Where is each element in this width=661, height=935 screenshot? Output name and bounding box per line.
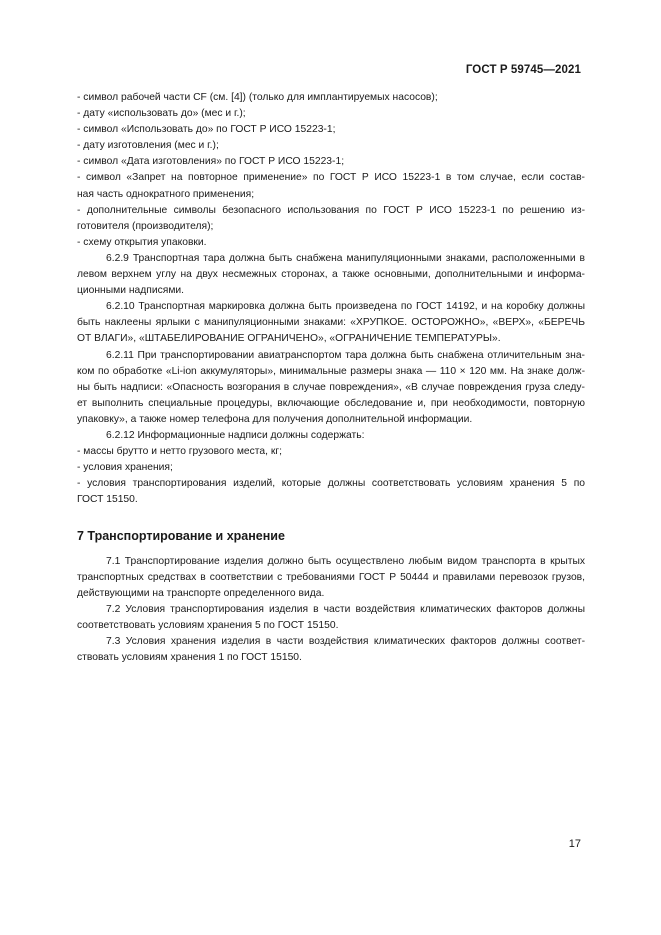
list-item: - условия хранения; bbox=[77, 462, 173, 474]
paragraph-line: быть наклеены ярлыки с манипуляционными знаками: «ХРУПКОЕ. ОСТОРОЖНО», «ВЕРХ», «БЕРЕЧЬ bbox=[77, 317, 585, 329]
paragraph-line: ствовать условиям хранения 1 по ГОСТ 15150. bbox=[77, 652, 302, 664]
paragraph-line: транспортных средствах в соответствии с требованиями ГОСТ Р 50444 и правилами перевозок грузов, bbox=[77, 571, 585, 583]
paragraph-line: соответствовать условиям хранения 5 по ГОСТ 15150. bbox=[77, 619, 339, 631]
paragraph-6-2-12 bbox=[77, 428, 585, 444]
marking-symbol-list bbox=[77, 90, 585, 251]
paragraph-line: 6.2.11 При транспортировании авиатранспортом тара должна быть снабжена отличительным зна- bbox=[106, 349, 585, 361]
list-item: - дату изготовления (мес и г.); bbox=[77, 140, 219, 152]
paragraph-line: ционными надписями. bbox=[77, 285, 185, 297]
paragraph-line: ОТ ВЛАГИ», «ШТАБЕЛИРОВАНИЕ ОГРАНИЧЕНО», «ОГРАНИЧЕНИЕ ТЕМПЕРАТУРЫ». bbox=[77, 333, 501, 345]
paragraph-line: упаковку», а также номер телефона для получения дополнительной информации. bbox=[77, 413, 473, 425]
list-item: - символ рабочей части CF (см. [4]) (только для имплантируемых насосов); bbox=[77, 92, 438, 103]
list-item-continuation: ГОСТ 15150. bbox=[77, 494, 138, 506]
information-inscriptions-list bbox=[77, 444, 585, 508]
document-id-header: ГОСТ Р 59745—2021 bbox=[465, 64, 581, 76]
list-item-continuation: готовителя (производителя); bbox=[77, 220, 214, 232]
paragraph-6-2-10 bbox=[77, 299, 585, 347]
paragraph-7-3 bbox=[77, 634, 585, 666]
paragraph-6-2-9 bbox=[77, 251, 585, 299]
paragraph-line: 6.2.10 Транспортная маркировка должна быть произведена по ГОСТ 14192, и на коробку должны bbox=[106, 301, 585, 313]
list-item: - символ «Дата изготовления» по ГОСТ Р ИСО 15223-1; bbox=[77, 156, 345, 168]
paragraph-line: левом верхнем углу на двух несмежных сторонах, а также основными, дополнительными и информа- bbox=[77, 269, 585, 281]
page-number: 17 bbox=[568, 838, 581, 850]
list-item: - дату «использовать до» (мес и г.); bbox=[77, 108, 246, 120]
paragraph-line: ет выполнить специальные процедуры, включающие обследование и, при необходимости, повторную bbox=[77, 397, 585, 409]
paragraph-line: действующими на транспорте определенного вида. bbox=[77, 587, 325, 599]
list-item: - символ «Использовать до» по ГОСТ Р ИСО 15223-1; bbox=[77, 124, 336, 136]
paragraph-line: 7.3 Условия хранения изделия в части воздействия климатических факторов должны соответ- bbox=[106, 636, 585, 647]
paragraph-line: ком по обработке «Li-ion аккумуляторы», минимальные размеры знака — 110 × 120 мм. На знаке долж- bbox=[77, 365, 585, 377]
list-item-line: - символ «Запрет на повторное применение» по ГОСТ Р ИСО 15223-1 в том случае, если состав- bbox=[77, 172, 585, 184]
paragraph-7-2 bbox=[77, 602, 585, 634]
list-item-line: - условия транспортирования изделий, которые должны соответствовать условиям хранения 5 по bbox=[77, 478, 585, 490]
paragraph-line: 6.2.12 Информационные надписи должны содержать: bbox=[106, 429, 365, 441]
paragraph-line: 7.2 Условия транспортирования изделия в части воздействия климатических факторов должны bbox=[106, 603, 585, 615]
paragraph-6-2-11 bbox=[77, 348, 585, 428]
paragraph-line: 6.2.9 Транспортная тара должна быть снабжена манипуляционными знаками, расположенными в bbox=[106, 252, 585, 264]
paragraph-line: 7.1 Транспортирование изделия должно быть осуществлено любым видом транспорта в крытых bbox=[106, 555, 585, 567]
section-7-heading: 7 Транспортирование и хранение bbox=[77, 529, 285, 544]
paragraph-7-1 bbox=[77, 554, 585, 602]
list-item: - схему открытия упаковки. bbox=[77, 236, 207, 248]
list-item-continuation: ная часть однократного применения; bbox=[77, 188, 255, 200]
list-item-line: - дополнительные символы безопасного использования по ГОСТ Р ИСО 15223-1 по решению из- bbox=[77, 204, 585, 216]
paragraph-line: ны быть надписи: «Опасность возгорания в случае повреждения», «В случае повреждения груза следу- bbox=[77, 381, 585, 393]
list-item: - массы брутто и нетто грузового места, кг; bbox=[77, 446, 282, 458]
page-content bbox=[77, 90, 585, 666]
